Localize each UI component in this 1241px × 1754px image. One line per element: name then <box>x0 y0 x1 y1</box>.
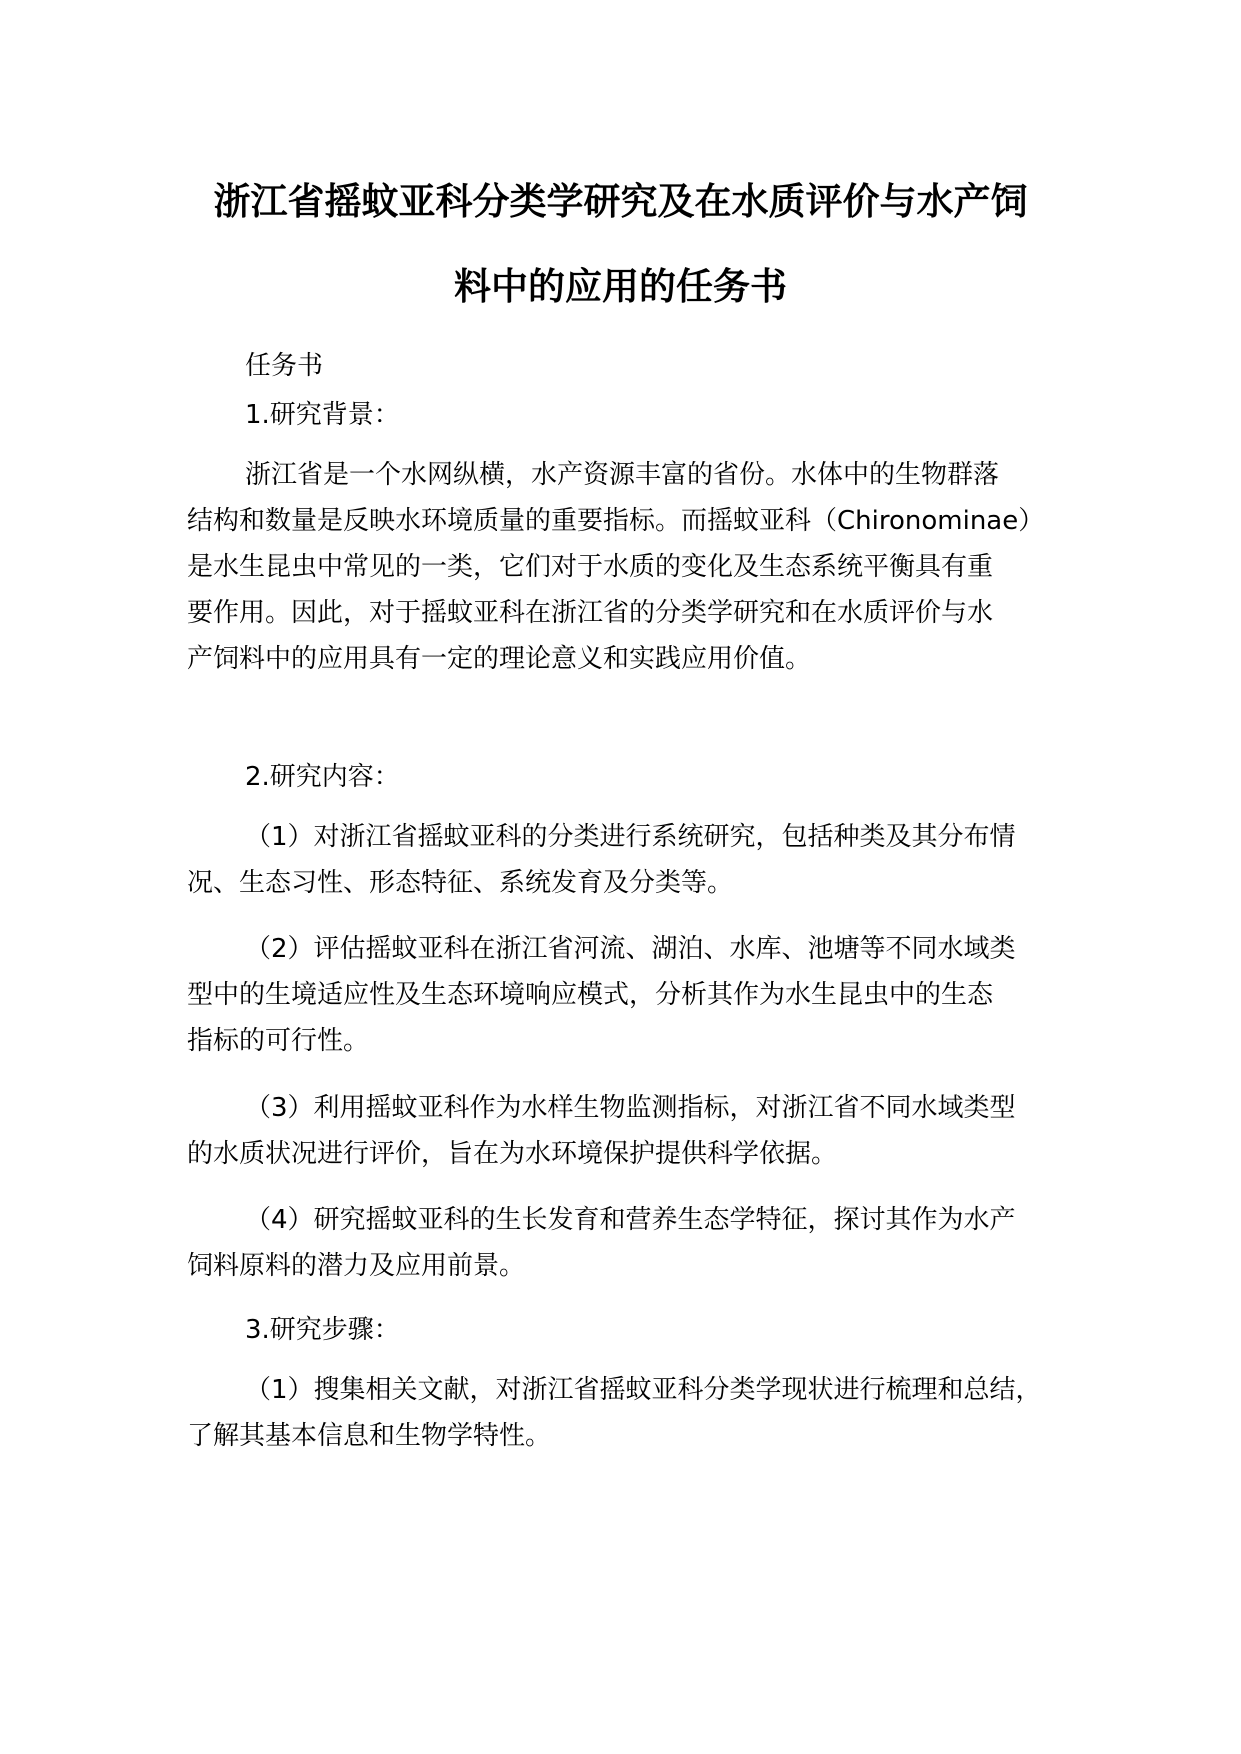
paragraph-line: 饲料原料的潜力及应用前景。 <box>187 1251 526 1281</box>
section-heading-steps <box>187 1307 1087 1353</box>
paragraph-heading-task-book <box>187 343 1087 389</box>
paragraph-line: 任务书 <box>245 351 324 381</box>
section-heading-content <box>187 754 1087 800</box>
paragraph-line: 结构和数量是反映水环境质量的重要指标。而摇蚊亚科（Chironominae） <box>187 506 1045 536</box>
paragraph-line: （4）研究摇蚊亚科的生长发育和营养生态学特征，探讨其作为水产 <box>245 1205 1016 1235</box>
paragraph-line: （3）利用摇蚊亚科作为水样生物监测指标，对浙江省不同水域类型 <box>245 1093 1016 1123</box>
paragraph-line: 是水生昆虫中常见的一类，它们对于水质的变化及生态系统平衡具有重 <box>187 552 994 582</box>
paragraph-line: 1.研究背景： <box>245 400 400 430</box>
paragraph-line: 浙江省是一个水网纵横，水产资源丰富的省份。水体中的生物群落 <box>245 460 1000 490</box>
paragraph-line: 的水质状况进行评价，旨在为水环境保护提供科学依据。 <box>187 1139 838 1169</box>
paragraph-line: 指标的可行性。 <box>187 1026 370 1056</box>
paragraph-content-item-2 <box>187 926 1087 1064</box>
paragraph-line: 况、生态习性、形态特征、系统发育及分类等。 <box>187 868 734 898</box>
paragraph-steps-item-1 <box>187 1367 1087 1459</box>
document-title-line-2: 料中的应用的任务书 <box>454 265 787 308</box>
paragraph-line: 要作用。因此，对于摇蚊亚科在浙江省的分类学研究和在水质评价与水 <box>187 598 994 628</box>
section-heading-background <box>187 392 1087 438</box>
paragraph-line: 型中的生境适应性及生态环境响应模式，分析其作为水生昆虫中的生态 <box>187 980 994 1010</box>
document-title-line-1: 浙江省摇蚊亚科分类学研究及在水质评价与水产饲 <box>213 180 1028 223</box>
paragraph-line: （2）评估摇蚊亚科在浙江省河流、湖泊、水库、池塘等不同水域类 <box>245 934 1016 964</box>
paragraph-content-item-3 <box>187 1085 1087 1177</box>
paragraph-line: 了解其基本信息和生物学特性。 <box>187 1421 552 1451</box>
paragraph-content-item-4 <box>187 1197 1087 1289</box>
paragraph-content-item-1 <box>187 814 1087 906</box>
paragraph-line: 3.研究步骤： <box>245 1315 400 1345</box>
paragraph-line: （1）搜集相关文献，对浙江省摇蚊亚科分类学现状进行梳理和总结， <box>245 1375 1042 1405</box>
paragraph-line: （1）对浙江省摇蚊亚科的分类进行系统研究，包括种类及其分布情 <box>245 822 1016 852</box>
paragraph-line: 2.研究内容： <box>245 762 400 792</box>
paragraph-background <box>187 452 1087 682</box>
paragraph-line: 产饲料中的应用具有一定的理论意义和实践应用价值。 <box>187 644 812 674</box>
